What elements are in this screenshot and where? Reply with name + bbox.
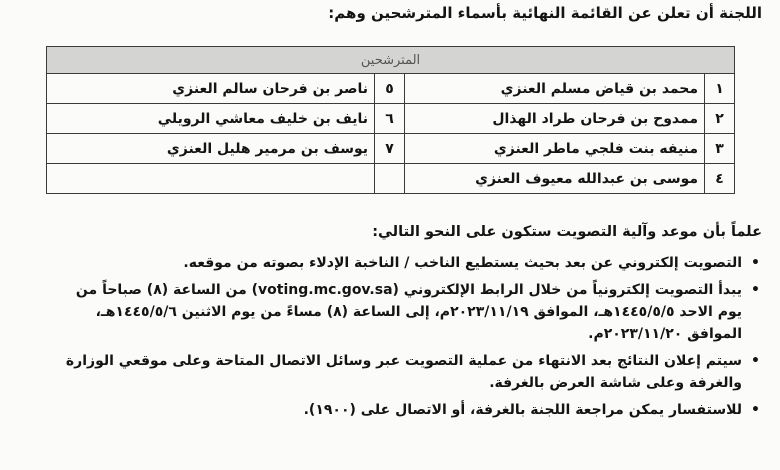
candidates-table [46, 46, 735, 194]
bullet-icon: • [751, 402, 760, 418]
candidate-number: ٧ [375, 134, 405, 164]
list-item-text: سيتم إعلان النتائج بعد الانتهاء من عملية التصويت عبر وسائل الاتصال المتاحة وعلى موقعي الوزارة والغرفة وعلى شاشة العرض بالغرفة. [65, 353, 742, 391]
candidate-number: ٣ [705, 134, 735, 164]
list-item [50, 399, 770, 421]
candidate-name: موسى بن عبدالله معيوف العنزي [405, 164, 705, 194]
list-item [50, 350, 770, 394]
candidate-name: نايف بن خليف معاشي الرويلي [47, 104, 375, 134]
candidate-name: منيفه بنت فلجي ماطر العنزي [405, 134, 705, 164]
list-item [50, 252, 770, 274]
candidate-name: ممدوح بن فرحان طراد الهذال [405, 104, 705, 134]
candidate-number: ٤ [705, 164, 735, 194]
intro-text: اللجنة أن تعلن عن القائمة النهائية بأسماء المترشحين وهم: [328, 4, 762, 22]
candidate-name: محمد بن قياض مسلم العنزي [405, 74, 705, 104]
voting-details-list [50, 252, 770, 426]
voting-note: علماً بأن موعد وآلية التصويت ستكون على النحو التالي: [372, 224, 762, 240]
empty-cell [47, 164, 375, 194]
candidate-number: ٦ [375, 104, 405, 134]
list-item-text: يبدأ التصويت إلكترونياً من خلال الرابط الإلكتروني (voting.mc.gov.sa) من الساعة (٨) صباحاً من يوم الاحد ١٤٤٥/٥/٥هـ، الموافق ٢٠٢٣/١١/١٩م، إلى الساعة (٨) مساءً من يوم الاثنين ١٤٤٥/٥/٦هـ، الموافق ٢٠٢٣/١١/٢٠م. [75, 282, 742, 342]
candidate-number: ٥ [375, 74, 405, 104]
bullet-icon: • [751, 353, 760, 369]
candidate-number: ١ [705, 74, 735, 104]
candidate-name: ناصر بن فرحان سالم العنزي [47, 74, 375, 104]
candidate-number: ٢ [705, 104, 735, 134]
candidate-name: يوسف بن مرمير هليل العنزي [47, 134, 375, 164]
list-item-text: التصويت إلكتروني عن بعد بحيث يستطيع الناخب / الناخبة الإدلاء بصوته من موقعه. [183, 255, 742, 271]
table-row [47, 74, 735, 104]
list-item [50, 279, 770, 345]
list-item-text: للاستفسار يمكن مراجعة اللجنة بالغرفة، أو الاتصال على (١٩٠٠). [303, 402, 742, 418]
table-header: المترشحين [47, 47, 735, 74]
table-row [47, 104, 735, 134]
bullet-icon: • [751, 255, 760, 271]
table-row [47, 164, 735, 194]
empty-cell [375, 164, 405, 194]
table-row [47, 134, 735, 164]
bullet-icon: • [751, 282, 760, 298]
